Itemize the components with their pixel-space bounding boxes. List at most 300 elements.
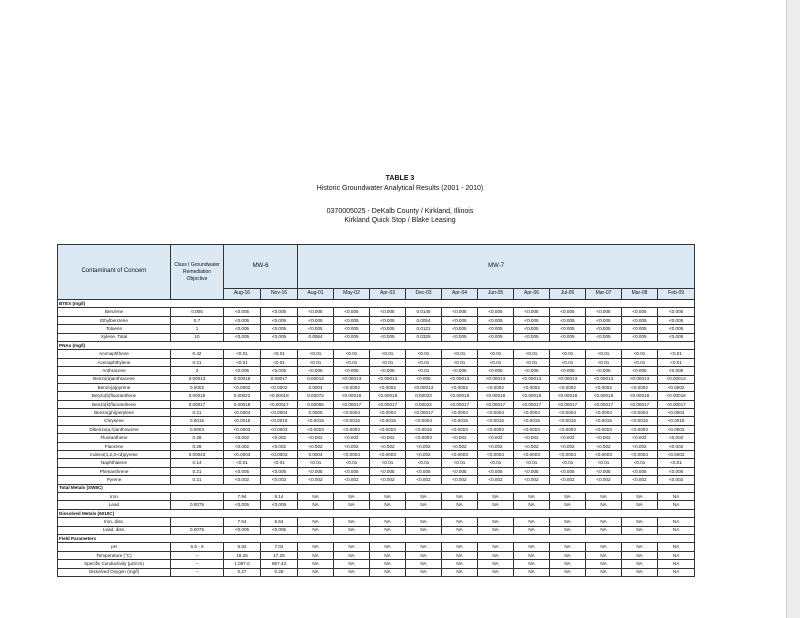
- table-row: [58, 417, 695, 425]
- result-cell: <0.005: [586, 308, 622, 316]
- result-cell: <0.0004: [478, 409, 514, 417]
- result-cell: <0.0003: [442, 425, 478, 433]
- result-cell: NA: [298, 492, 334, 500]
- result-cell: <0.01: [334, 358, 370, 366]
- objective-value: 0.0015: [171, 417, 224, 425]
- contaminant-name: Benzo(a)anthracene: [58, 375, 171, 383]
- result-cell: <0.005: [586, 467, 622, 475]
- result-cell: <0.00017: [261, 400, 298, 408]
- result-cell: <0.00017: [658, 400, 695, 408]
- result-cell: <0.002: [478, 442, 514, 450]
- result-cell: <0.002: [406, 476, 442, 484]
- result-cell: NA: [550, 560, 586, 568]
- result-cell: <0.002: [586, 434, 622, 442]
- result-cell: <0.00013: [478, 375, 514, 383]
- result-cell: <0.005: [622, 316, 658, 324]
- result-cell: NA: [370, 526, 406, 534]
- result-cell: NA: [478, 568, 514, 576]
- result-cell: NA: [442, 518, 478, 526]
- result-cell: <0.00017: [334, 400, 370, 408]
- result-cell: 0.28: [261, 568, 298, 576]
- result-cell: <0.0002: [586, 383, 622, 391]
- table-row: [58, 451, 695, 459]
- result-cell: <0.00013: [334, 375, 370, 383]
- result-cell: <0.0004: [442, 409, 478, 417]
- result-cell: <0.01: [224, 358, 261, 366]
- result-cell: <0.005: [224, 467, 261, 475]
- header-date: May-02: [334, 289, 370, 300]
- result-cell: <0.01: [334, 459, 370, 467]
- result-cell: NA: [658, 501, 695, 509]
- result-cell: <0.005: [478, 367, 514, 375]
- result-cell: <0.005: [658, 467, 695, 475]
- result-cell: <0.005: [224, 308, 261, 316]
- contaminant-name: Lead, diss.: [58, 526, 171, 534]
- result-cell: <0.0003: [514, 425, 550, 433]
- objective-value: --: [171, 568, 224, 576]
- result-cell: <0.0003: [622, 451, 658, 459]
- header-date: Dec-03: [406, 289, 442, 300]
- result-cell: <0.0003: [334, 425, 370, 433]
- table-row: [58, 518, 695, 526]
- result-cell: <0.0002: [370, 383, 406, 391]
- result-cell: <0.01: [550, 358, 586, 366]
- result-cell: <0.01: [370, 350, 406, 358]
- result-cell: <0.0003: [550, 451, 586, 459]
- result-cell: <0.0004: [406, 417, 442, 425]
- table-row: [58, 476, 695, 484]
- result-cell: <0.002: [514, 476, 550, 484]
- result-cell: NA: [550, 543, 586, 551]
- result-cell: NA: [514, 568, 550, 576]
- result-cell: <0.002: [622, 476, 658, 484]
- result-cell: 0.0145: [406, 308, 442, 316]
- result-cell: <0.005: [224, 501, 261, 509]
- result-cell: NA: [406, 492, 442, 500]
- result-cell: <0.005: [224, 367, 261, 375]
- result-cell: <0.0003: [334, 451, 370, 459]
- contaminant-name: Pyrene: [58, 476, 171, 484]
- result-cell: <0.005: [224, 316, 261, 324]
- result-cell: <0.005: [334, 308, 370, 316]
- result-cell: 0.0054: [406, 316, 442, 324]
- result-cell: <0.005: [370, 308, 406, 316]
- result-cell: <0.002: [334, 476, 370, 484]
- result-cell: NA: [550, 568, 586, 576]
- result-cell: <0.002: [622, 434, 658, 442]
- result-cell: <0.0003: [370, 425, 406, 433]
- result-cell: <0.01: [478, 358, 514, 366]
- result-cell: <0.005: [550, 333, 586, 341]
- result-cell: <0.00018: [334, 392, 370, 400]
- result-cell: <0.005: [478, 325, 514, 333]
- section-header-row: [58, 534, 695, 542]
- result-cell: 0.27: [224, 568, 261, 576]
- result-cell: NA: [478, 543, 514, 551]
- result-cell: <0.0003: [224, 425, 261, 433]
- table-row: [58, 434, 695, 442]
- contaminant-name: Benzo(b)fluoranthene: [58, 392, 171, 400]
- result-cell: <0.002: [370, 434, 406, 442]
- result-cell: <0.005: [586, 325, 622, 333]
- result-cell: NA: [442, 568, 478, 576]
- header-date: Apr-04: [442, 289, 478, 300]
- table-row: [58, 551, 695, 559]
- header-date: Jul-06: [550, 289, 586, 300]
- result-cell: <0.002: [298, 434, 334, 442]
- result-cell: <0.002: [586, 442, 622, 450]
- result-cell: <0.0015: [658, 417, 695, 425]
- result-cell: <0.0015: [622, 417, 658, 425]
- result-cell: <0.002: [224, 476, 261, 484]
- table-title: Historic Groundwater Analytical Results (2001 - 2010): [316, 185, 484, 192]
- result-cell: NA: [586, 501, 622, 509]
- result-cell: <0.00017: [622, 400, 658, 408]
- result-cell: <0.005: [370, 316, 406, 324]
- result-cell: <0.002: [550, 434, 586, 442]
- result-cell: <0.01: [261, 358, 298, 366]
- contaminant-name: Ethylbenzene: [58, 316, 171, 324]
- result-cell: <0.01: [586, 358, 622, 366]
- result-cell: 7.54: [224, 518, 261, 526]
- result-cell: <0.005: [261, 333, 298, 341]
- result-cell: NA: [586, 568, 622, 576]
- result-cell: <0.005: [370, 467, 406, 475]
- header-date: Mar-07: [586, 289, 622, 300]
- result-cell: <0.01: [224, 350, 261, 358]
- objective-value: [171, 518, 224, 526]
- header-date: Feb-09: [658, 289, 695, 300]
- result-cell: <0.005: [406, 375, 442, 383]
- result-cell: <0.005: [298, 467, 334, 475]
- result-cell: <0.002: [478, 434, 514, 442]
- result-cell: <0.0003: [622, 425, 658, 433]
- result-cell: <0.0015: [298, 417, 334, 425]
- result-cell: <0.005: [514, 325, 550, 333]
- contaminant-name: Phenanthrene: [58, 467, 171, 475]
- result-cell: NA: [514, 560, 550, 568]
- result-cell: <0.0002: [622, 383, 658, 391]
- result-cell: <0.002: [406, 451, 442, 459]
- objective-value: 0.00043: [171, 451, 224, 459]
- result-cell: <0.0002: [442, 383, 478, 391]
- result-cell: <0.005: [261, 308, 298, 316]
- result-cell: <0.0003: [586, 425, 622, 433]
- contaminant-name: Dibenzo(a,h)anthracene: [58, 425, 171, 433]
- objective-value: 0.0075: [171, 526, 224, 534]
- result-cell: 0.00023: [406, 392, 442, 400]
- table-row: [58, 367, 695, 375]
- section-header-row: [58, 484, 695, 492]
- result-cell: NA: [334, 518, 370, 526]
- result-cell: <0.01: [550, 350, 586, 358]
- result-cell: <0.005: [370, 333, 406, 341]
- objective-value: --: [171, 560, 224, 568]
- contaminant-name: Chrysene: [58, 417, 171, 425]
- result-cell: NA: [406, 560, 442, 568]
- result-cell: <0.005: [550, 308, 586, 316]
- objective-value: [171, 492, 224, 500]
- header-well-mw7: MW-7: [298, 245, 695, 289]
- result-cell: <0.005: [406, 467, 442, 475]
- result-cell: <0.005: [442, 316, 478, 324]
- result-cell: NA: [622, 543, 658, 551]
- table-row: [58, 526, 695, 534]
- result-cell: NA: [442, 560, 478, 568]
- result-cell: 0.00013: [298, 375, 334, 383]
- contaminant-name: Toluene: [58, 325, 171, 333]
- contaminant-name: Lead: [58, 501, 171, 509]
- table-row: [58, 358, 695, 366]
- result-cell: <0.01: [406, 459, 442, 467]
- result-cell: <0.005: [261, 526, 298, 534]
- result-cell: <0.0002: [261, 383, 298, 391]
- result-cell: 5.14: [261, 492, 298, 500]
- result-cell: <0.01: [586, 350, 622, 358]
- result-cell: <0.01: [224, 459, 261, 467]
- result-cell: NA: [478, 526, 514, 534]
- result-cell: <0.005: [261, 316, 298, 324]
- objective-value: 0.00017: [171, 400, 224, 408]
- result-cell: NA: [406, 551, 442, 559]
- contaminant-name: Iron: [58, 492, 171, 500]
- result-cell: <0.005: [298, 325, 334, 333]
- result-cell: NA: [658, 543, 695, 551]
- result-cell: <0.005: [514, 308, 550, 316]
- result-cell: <0.01: [622, 358, 658, 366]
- result-cell: <0.005: [514, 333, 550, 341]
- result-cell: NA: [406, 501, 442, 509]
- result-cell: NA: [550, 492, 586, 500]
- table-row: [58, 392, 695, 400]
- result-cell: 7.94: [224, 492, 261, 500]
- section-header-row: [58, 341, 695, 349]
- result-cell: NA: [334, 560, 370, 568]
- result-cell: 0.0004: [298, 383, 334, 391]
- result-cell: <0.002: [478, 476, 514, 484]
- result-cell: 5.54: [261, 518, 298, 526]
- result-cell: NA: [370, 543, 406, 551]
- result-cell: NA: [334, 543, 370, 551]
- result-cell: <0.005: [224, 325, 261, 333]
- result-cell: 7.02: [261, 543, 298, 551]
- objective-value: 0.21: [171, 358, 224, 366]
- result-cell: <0.002: [261, 476, 298, 484]
- contaminant-name: Dissolved Oxygen (mg/l): [58, 568, 171, 576]
- result-cell: 0.0004: [298, 451, 334, 459]
- table-row: [58, 400, 695, 408]
- result-cell: <0.01: [658, 459, 695, 467]
- groundwater-results-table: [57, 244, 695, 577]
- result-cell: NA: [550, 518, 586, 526]
- result-cell: NA: [550, 526, 586, 534]
- result-cell: NA: [586, 560, 622, 568]
- result-cell: <0.0003: [550, 425, 586, 433]
- result-cell: <0.005: [622, 325, 658, 333]
- result-cell: <0.005: [370, 325, 406, 333]
- result-cell: 6.82: [224, 543, 261, 551]
- result-cell: <0.005: [550, 325, 586, 333]
- result-cell: <0.005: [442, 333, 478, 341]
- section-label: Total Metals (SW8C): [58, 484, 695, 492]
- result-cell: NA: [478, 560, 514, 568]
- result-cell: <0.01: [298, 459, 334, 467]
- result-cell: NA: [514, 501, 550, 509]
- header-well-mw6: MW-6: [224, 245, 298, 289]
- result-cell: <0.005: [298, 316, 334, 324]
- result-cell: NA: [370, 560, 406, 568]
- result-cell: <0.0004: [550, 409, 586, 417]
- result-cell: NA: [406, 518, 442, 526]
- result-cell: <0.005: [478, 333, 514, 341]
- contaminant-name: Iron, diss.: [58, 518, 171, 526]
- result-cell: <0.005: [622, 333, 658, 341]
- result-cell: <0.0015: [334, 417, 370, 425]
- result-cell: <0.01: [298, 350, 334, 358]
- table-row: [58, 560, 695, 568]
- result-cell: <0.002: [224, 442, 261, 450]
- result-cell: NA: [622, 568, 658, 576]
- result-cell: <0.005: [658, 333, 695, 341]
- result-cell: <0.01: [514, 350, 550, 358]
- result-cell: <0.0015: [550, 417, 586, 425]
- result-cell: <0.005: [658, 325, 695, 333]
- result-cell: <0.00013: [370, 375, 406, 383]
- result-cell: <0.005: [586, 333, 622, 341]
- table-row: [58, 467, 695, 475]
- result-cell: <0.00013: [658, 375, 695, 383]
- result-cell: <0.0003: [261, 451, 298, 459]
- section-header-row: [58, 509, 695, 517]
- result-cell: <0.005: [658, 316, 695, 324]
- result-cell: <0.0003: [658, 425, 695, 433]
- table-row: [58, 383, 695, 391]
- result-cell: 19.25: [224, 551, 261, 559]
- section-label: BTEX (mg/l): [58, 300, 695, 308]
- table-row: [58, 568, 695, 576]
- result-cell: 0.00015: [224, 375, 261, 383]
- result-cell: <0.0015: [478, 417, 514, 425]
- result-cell: <0.0015: [261, 417, 298, 425]
- result-cell: <0.01: [622, 350, 658, 358]
- result-cell: <0.0003: [442, 451, 478, 459]
- table-row: [58, 459, 695, 467]
- result-cell: NA: [334, 501, 370, 509]
- result-cell: <0.0004: [224, 409, 261, 417]
- result-cell: <0.002: [442, 434, 478, 442]
- result-cell: <0.0003: [298, 425, 334, 433]
- result-cell: NA: [298, 543, 334, 551]
- result-cell: <0.005: [478, 467, 514, 475]
- result-cell: <0.0002: [658, 383, 695, 391]
- objective-value: 0.21: [171, 476, 224, 484]
- result-cell: <0.005: [550, 316, 586, 324]
- objective-value: 0.005: [171, 308, 224, 316]
- result-cell: <0.00017: [406, 409, 442, 417]
- result-cell: <0.0004: [622, 409, 658, 417]
- contaminant-name: Fluorene: [58, 442, 171, 450]
- result-cell: <0.00018: [261, 392, 298, 400]
- section-label: PNAs (mg/l): [58, 341, 695, 349]
- result-cell: <0.002: [334, 442, 370, 450]
- result-cell: <0.005: [261, 325, 298, 333]
- contaminant-name: Acenaphthene: [58, 350, 171, 358]
- result-cell: <0.005: [298, 367, 334, 375]
- result-cell: NA: [622, 526, 658, 534]
- result-cell: NA: [442, 492, 478, 500]
- result-cell: NA: [406, 526, 442, 534]
- result-cell: 0.0064: [298, 333, 334, 341]
- result-cell: <0.00018: [622, 392, 658, 400]
- contaminant-name: Benzo(k)fluoranthene: [58, 400, 171, 408]
- contaminant-name: pH: [58, 543, 171, 551]
- result-cell: <0.00013: [442, 375, 478, 383]
- result-cell: NA: [658, 551, 695, 559]
- result-cell: NA: [622, 551, 658, 559]
- result-cell: <0.01: [478, 350, 514, 358]
- result-cell: <0.002: [298, 442, 334, 450]
- result-cell: <0.002: [514, 442, 550, 450]
- result-cell: <0.005: [550, 367, 586, 375]
- result-cell: <0.00018: [550, 392, 586, 400]
- header-contaminant: Contaminant of Concern: [58, 245, 171, 300]
- result-cell: NA: [298, 551, 334, 559]
- result-cell: <0.01: [442, 350, 478, 358]
- objective-value: --: [171, 551, 224, 559]
- objective-value: 0.0003: [171, 425, 224, 433]
- objective-value: 0.0075: [171, 501, 224, 509]
- table-row: [58, 333, 695, 341]
- result-cell: <0.005: [622, 367, 658, 375]
- result-cell: NA: [622, 492, 658, 500]
- result-cell: <0.005: [334, 316, 370, 324]
- result-cell: 0.0121: [406, 325, 442, 333]
- result-cell: NA: [298, 518, 334, 526]
- result-cell: NA: [370, 551, 406, 559]
- result-cell: <0.002: [658, 434, 695, 442]
- table-row: [58, 442, 695, 450]
- site-name: Kirkland Quick Stop / Blake Leasing: [344, 217, 456, 224]
- contaminant-name: Specific Conductivity (µS/cm): [58, 560, 171, 568]
- page-edge-shadow: [786, 0, 800, 618]
- result-cell: NA: [514, 543, 550, 551]
- table-number: TABLE 3: [385, 175, 415, 182]
- result-cell: <0.002: [224, 434, 261, 442]
- result-cell: <0.005: [334, 367, 370, 375]
- result-cell: 0.00022: [224, 392, 261, 400]
- result-cell: <0.00018: [586, 392, 622, 400]
- result-cell: NA: [334, 551, 370, 559]
- header-class-objective: Class I Groundwater Remediation Objective: [171, 245, 224, 300]
- header-date: Nov-16: [261, 289, 298, 300]
- result-cell: <0.0015: [514, 417, 550, 425]
- result-cell: <0.01: [298, 358, 334, 366]
- result-cell: <0.00013: [406, 383, 442, 391]
- result-cell: NA: [298, 501, 334, 509]
- result-cell: NA: [658, 560, 695, 568]
- result-cell: <0.005: [334, 467, 370, 475]
- table-row: [58, 543, 695, 551]
- result-cell: NA: [550, 501, 586, 509]
- result-cell: NA: [586, 518, 622, 526]
- objective-value: 0.0002: [171, 383, 224, 391]
- result-cell: <0.005: [514, 316, 550, 324]
- result-cell: <0.0015: [224, 417, 261, 425]
- result-cell: 0.0005: [298, 409, 334, 417]
- result-cell: 17.25: [261, 551, 298, 559]
- result-cell: <0.005: [658, 308, 695, 316]
- result-cell: <0.005: [261, 367, 298, 375]
